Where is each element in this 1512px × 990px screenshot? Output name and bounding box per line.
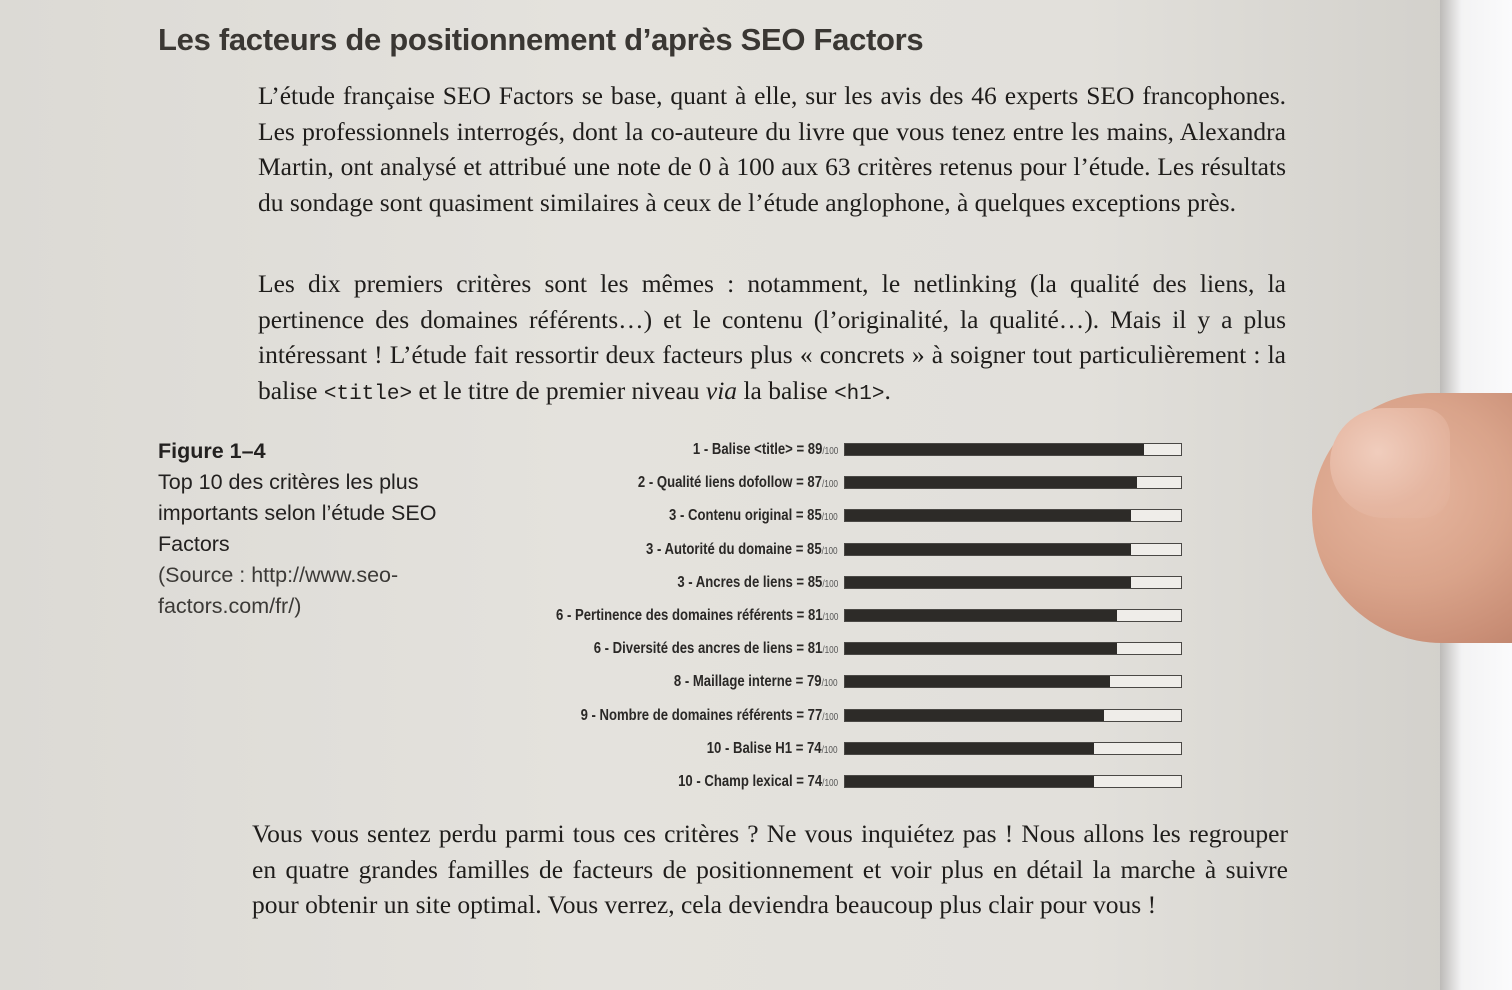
figure-caption [158,436,478,622]
chart-label-text: 10 - Champ lexical = 74 [677,773,823,790]
chart-label-text: 10 - Balise H1 = 74 [707,739,823,757]
chart-bar-track [844,642,1182,655]
chart-row [500,706,1200,726]
chart-label-unit: /100 [822,645,838,657]
chart-label [669,506,838,528]
figure-number: Figure 1–4 [158,439,266,463]
chart-label-unit: /100 [822,578,838,590]
chart-row [500,573,1200,593]
fingernail [1330,408,1450,518]
paragraph-2-part-1: Les dix premiers critères sont les mêmes : notamment, le netlinking (la qualité des liens, la pertinence des domaines référents…) et le contenu (l’originalité, la qualité…). Mais il y a plus intéressant ! L’étude fait ressortir deux facteurs plus « concrets » à soigner tout particulièrement : la balise [258,269,1286,405]
section-heading: Les facteurs de positionnement d’après SEO Factors [158,22,924,57]
chart-bar-track [844,509,1182,522]
chart-bar [845,510,1131,521]
bar-chart [500,440,1200,800]
chart-row [500,772,1200,792]
paragraph-1: L’étude française SEO Factors se base, quant à elle, sur les avis des 46 experts SEO francophones. Les professionnels interrogés, dont la co-auteure du livre que vous tenez entre les mains, Alexandra Martin, ont analysé et attribué une note de 0 à 100 aux 63 critères retenus pour l’étude. Les résultats du sondage sont quasiment similaires à ceux de l’étude anglophone, à quelques exceptions près. [258,81,1286,217]
chart-label-unit: /100 [822,711,838,723]
chart-label-text: 1 - Balise <title> = 89 [692,441,823,458]
figure-title: Top 10 des critères les plus importants selon l’étude SEO Factors [158,470,437,556]
chart-bar-track [844,576,1182,589]
chart-bar-track [844,709,1182,722]
chart-label-text: 9 - Nombre de domaines référents = 77 [580,706,823,724]
chart-label-unit: /100 [822,744,838,756]
chart-bar [845,643,1117,654]
chart-label-unit: /100 [822,678,838,690]
chart-label-text: 3 - Contenu original = 85 [669,507,823,525]
paragraph-2-part-3: la balise [737,375,835,405]
chart-label [580,706,838,728]
chart-bar [845,710,1104,721]
chart-bar-track [844,609,1182,622]
chart-label [556,606,838,628]
chart-label-text: 3 - Autorité du domaine = 85 [646,540,823,558]
chart-row [500,506,1200,526]
chart-bar [845,544,1131,555]
chart-row [500,739,1200,759]
chart-label-text: 6 - Pertinence des domaines référents = 81 [555,607,823,624]
paragraph-2-part-4: . [884,375,891,405]
chart-label [678,772,838,794]
paragraph-3: Vous vous sentez perdu parmi tous ces critères ? Ne vous inquiétez pas ! Nous allons les regrouper en quatre grandes familles de facteurs de positionnement et voir plus en détail la marche à suivre pour obtenir un site optimal. Vous verrez, cela deviendra beaucoup plus clair pour vous ! [252,819,1288,919]
chart-label [693,440,838,462]
chart-label-unit: /100 [822,479,838,491]
chart-row [500,639,1200,659]
chart-bar-track [844,675,1182,688]
chart-label-unit: /100 [822,512,838,524]
chart-label [674,672,838,694]
chart-row [500,473,1200,493]
chart-row [500,606,1200,626]
chart-label [677,573,838,595]
chart-bar [845,444,1144,455]
chart-label [593,639,838,661]
chart-bar-track [844,476,1182,489]
chart-bar [845,743,1094,754]
chart-row [500,672,1200,692]
chart-bar [845,776,1094,787]
chart-row [500,440,1200,460]
chart-bar-track [844,775,1182,788]
chart-label-unit: /100 [822,545,838,557]
chart-label [646,540,838,562]
code-h1-tag: <h1> [834,382,885,406]
paragraph-2-part-2: et le titre de premier niveau [412,375,706,405]
chart-label-text: 2 - Qualité liens dofollow = 87 [637,474,823,492]
chart-row [500,540,1200,560]
chart-bar [845,577,1131,588]
chart-bar-track [844,443,1182,456]
chart-label-unit: /100 [822,778,838,789]
code-title-tag: <title> [323,382,413,406]
via-word: via [705,375,738,405]
chart-label [707,739,838,761]
chart-bar-track [844,543,1182,556]
chart-label [638,473,838,495]
chart-label-unit: /100 [822,446,838,457]
chart-bar [845,477,1137,488]
chart-label-text: 3 - Ancres de liens = 85 [677,573,823,591]
chart-bar [845,610,1117,621]
chart-label-text: 6 - Diversité des ancres de liens = 81 [593,640,823,658]
chart-label-unit: /100 [822,612,838,623]
chart-label-text: 8 - Maillage interne = 79 [674,673,823,691]
figure-source: (Source : http://www.seo-factors.com/fr/) [158,563,399,618]
chart-bar [845,676,1110,687]
chart-bar-track [844,742,1182,755]
paragraph-2 [258,266,1286,412]
